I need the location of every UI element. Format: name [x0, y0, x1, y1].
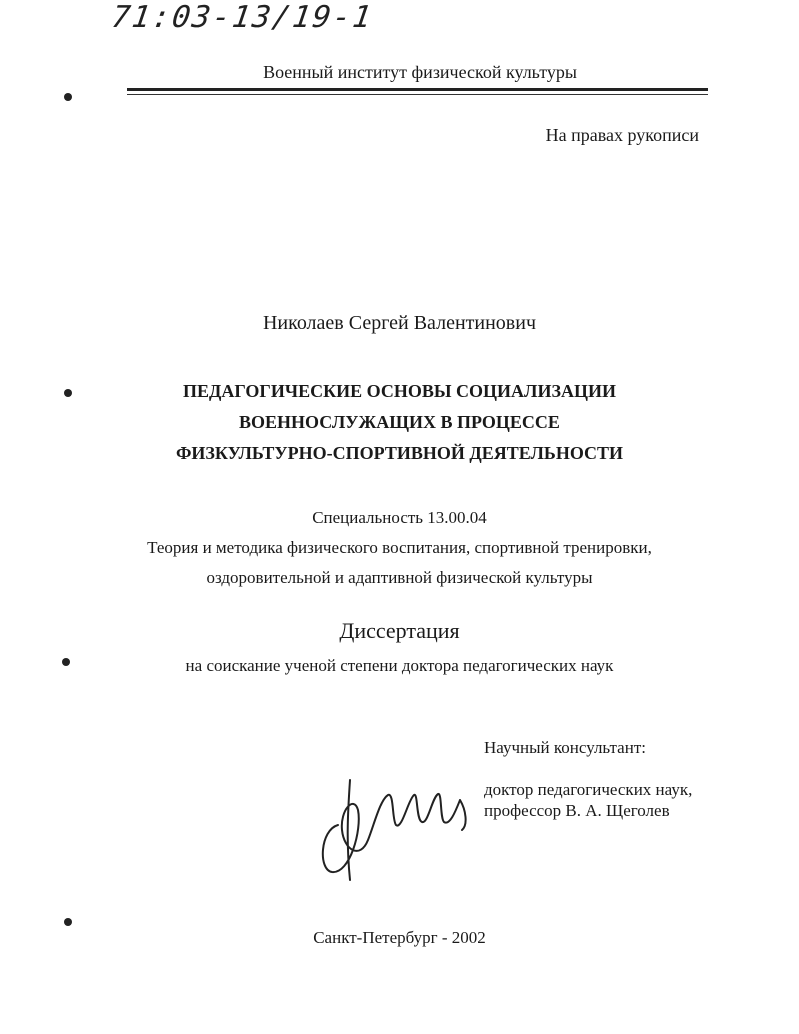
binding-hole: [62, 658, 70, 666]
institute-name: Военный институт физической культуры: [263, 62, 577, 82]
specialty-name-line: Теория и методика физического воспитания, спортивной тренировки,: [147, 538, 652, 557]
city-year: Санкт-Петербург - 2002: [313, 928, 486, 947]
signature-image: [310, 770, 475, 885]
header-rule-thick: [127, 88, 708, 91]
specialty-name-line: оздоровительной и адаптивной физической культуры: [206, 568, 593, 587]
binding-hole: [64, 93, 72, 101]
consultant-line: профессор В. А. Щеголев: [484, 801, 670, 820]
consultant-label: Научный консультант:: [484, 738, 646, 757]
title-line: ВОЕННОСЛУЖАЩИХ В ПРОЦЕССЕ: [239, 412, 560, 432]
specialty-code: Специальность 13.00.04: [312, 508, 487, 527]
document-type: Диссертация: [339, 618, 460, 643]
title-line: ПЕДАГОГИЧЕСКИЕ ОСНОВЫ СОЦИАЛИЗАЦИИ: [183, 381, 616, 401]
manuscript-note: На правах рукописи: [545, 125, 699, 145]
degree-line: на соискание ученой степени доктора педагогических наук: [185, 656, 614, 675]
binding-hole: [64, 389, 72, 397]
binding-hole: [64, 918, 72, 926]
header-rule-thin: [127, 94, 708, 95]
catalog-number: 71:03-13/19-1: [109, 0, 376, 35]
author-name: Николаев Сергей Валентинович: [262, 312, 537, 334]
consultant-line: доктор педагогических наук,: [484, 780, 693, 799]
title-line: ФИЗКУЛЬТУРНО-СПОРТИВНОЙ ДЕЯТЕЛЬНОСТИ: [175, 443, 624, 463]
